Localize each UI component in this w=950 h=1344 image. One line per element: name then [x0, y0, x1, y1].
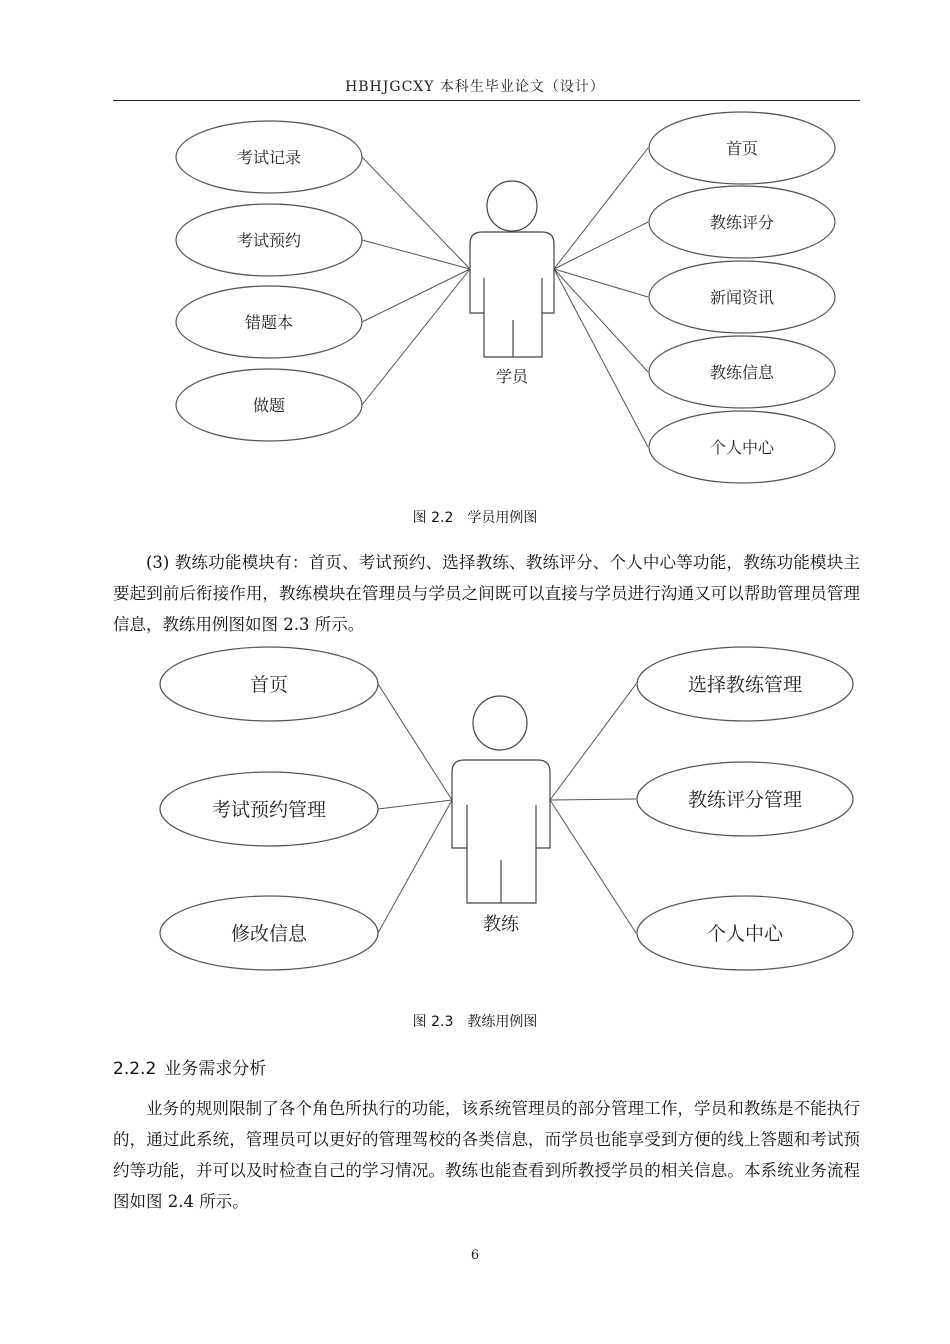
use-case-coach-personal-center	[637, 896, 853, 970]
svg-text:错题本: 错题本	[244, 313, 294, 332]
svg-text:新闻资讯: 新闻资讯	[709, 288, 775, 307]
coach-actor-label: 教练	[483, 914, 519, 935]
svg-text:做题: 做题	[252, 396, 286, 415]
svg-text:个人中心: 个人中心	[709, 438, 775, 457]
svg-text:教练信息: 教练信息	[709, 363, 775, 382]
figure-2-2-caption-number: 图 2.2	[412, 510, 454, 526]
student-actor-figure	[470, 181, 554, 357]
use-case-choose-coach-management	[637, 647, 853, 721]
section-number: 2.2.2	[113, 1059, 157, 1079]
paragraph-business-requirements: 业务的规则限制了各个角色所执行的功能，该系统管理员的部分管理工作，学员和教练是不能执行的，通过此系统，管理员可以更好的管理驾校的各类信息，而学员也能享受到方便的线上答题和考试预约等功能，并可以及时检查自己的学习情况。教练也能查看到所教授学员的相关信息。本系统业务流程图如图 2.4 所示。	[113, 1099, 860, 1211]
svg-text:考试预约管理: 考试预约管理	[211, 799, 327, 821]
figure-2-3-caption-text: 教练用例图	[467, 1014, 538, 1030]
use-case-exam-booking-management	[160, 772, 378, 846]
svg-text:教练评分管理: 教练评分管理	[687, 789, 803, 811]
use-case-personal-center	[649, 411, 835, 483]
svg-text:教练评分: 教练评分	[709, 213, 775, 232]
coach-actor-figure	[452, 696, 550, 903]
svg-text:个人中心: 个人中心	[706, 923, 784, 945]
page-number: 6	[470, 1248, 480, 1263]
student-actor-label: 学员	[495, 367, 529, 386]
figure-2-2-caption-text: 学员用例图	[467, 510, 538, 526]
svg-text:选择教练管理: 选择教练管理	[687, 674, 803, 696]
use-case-exam-booking	[176, 204, 362, 276]
svg-text:修改信息: 修改信息	[230, 923, 308, 945]
use-case-coach-home	[160, 647, 378, 721]
section-title: 业务需求分析	[164, 1059, 267, 1079]
use-case-coach-rating-management	[637, 762, 853, 836]
student-use-case-diagram	[0, 110, 950, 500]
svg-text:首页: 首页	[249, 674, 289, 696]
svg-text:考试记录: 考试记录	[236, 148, 302, 167]
use-case-edit-info	[160, 896, 378, 970]
use-case-home	[649, 112, 835, 184]
svg-text:首页: 首页	[725, 139, 759, 158]
use-case-news	[649, 261, 835, 333]
svg-text:考试预约: 考试预约	[236, 231, 302, 250]
section-heading	[113, 1054, 266, 1079]
use-case-practice	[176, 369, 362, 441]
use-case-mistake-book	[176, 286, 362, 358]
paragraph-coach-module: (3) 教练功能模块有：首页、考试预约、选择教练、教练评分、个人中心等功能，教练功能模块主要起到前后衔接作用，教练模块在管理员与学员之间既可以直接与学员进行沟通又可以帮助管理员管理信息，教练用例图如图 2.3 所示。	[113, 553, 860, 634]
use-case-coach-info	[649, 336, 835, 408]
coach-use-case-diagram	[0, 640, 950, 990]
use-case-exam-records	[176, 121, 362, 193]
header-rule	[113, 100, 860, 101]
figure-2-2-caption	[0, 507, 950, 527]
figure-2-3-caption	[0, 1011, 950, 1031]
page-header-title: HBHJGCXY 本科生毕业论文（设计）	[345, 79, 605, 95]
figure-2-3-caption-number: 图 2.3	[412, 1014, 454, 1030]
use-case-coach-rating	[649, 186, 835, 258]
